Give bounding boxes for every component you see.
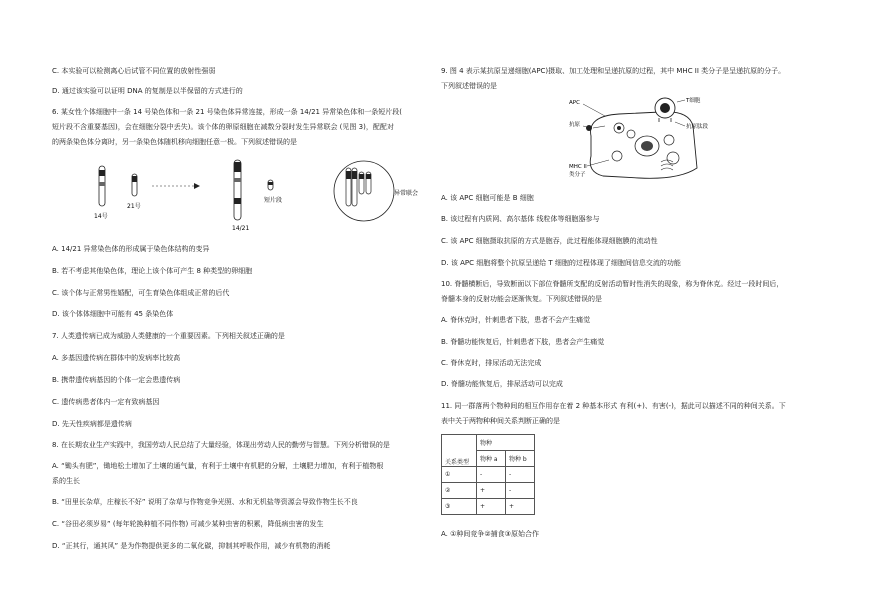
short-fragment: [268, 180, 273, 190]
chromosome-14: [99, 166, 105, 206]
q9-option-a: A. 该 APC 细胞可能是 B 细胞: [441, 194, 534, 202]
q6-stem-line-2: 短片段不含重要基因)，会在细胞分裂中丢失)。该个体的卵原细胞在减数分裂时发生异常联会 (见图 3)，配配对: [52, 123, 394, 131]
table-row-id: ③: [442, 499, 477, 515]
q6-stem-line-1: 6. 某女性个体细胞中一条 14 号染色体和一条 21 号染色体异常连接，形成一条 14/21 异常染色体和一条短片段(: [52, 108, 402, 116]
figure-4-apc-process: [569, 96, 749, 184]
transform-arrow: [152, 183, 200, 189]
q7-option-b: B. 携带遗传病基因的个体一定会患遗传病: [52, 376, 181, 384]
q8-option-c: C. “谷田必须岁易” (每年轮换种植不同作物) 可减少某种虫害的积累，降低病虫害的发生: [52, 520, 324, 528]
label-antigen: 抗原: [569, 122, 581, 128]
table-header-b: 物种 b: [506, 451, 535, 467]
q8-option-d: D. “正其行，通其风” 是为作物提供更多的二氧化碳，抑制其呼吸作用，减少有机物的消耗: [52, 542, 331, 550]
table-row: [442, 483, 535, 499]
q9-stem-line-1: 9. 图 4 表示某抗原呈递细胞(APC)摄取、加工处理和呈递抗原的过程，其中 MHC II 类分子是呈递抗原的分子。: [441, 67, 786, 75]
q10-option-a: A. 脊休克时，针刺患者下肢，患者不会产生痛觉: [441, 316, 591, 324]
table-row-id: ②: [442, 483, 477, 499]
table-row: [442, 499, 535, 515]
q10-stem-line-2: 脊髓本身的反射功能会逐渐恢复。下列叙述错误的是: [441, 295, 602, 303]
q10-stem-line-1: 10. 脊髓横断后，导致断面以下部位脊髓所支配的反射活动暂时性消失的现象，称为脊休克。经过一段时间后，: [441, 280, 784, 288]
table-header-species: 物种: [477, 435, 535, 451]
q6-stem-line-3: 的两条染色体分离时，另一条染色体随机移向细胞任意一极。下列叙述错误的是: [52, 138, 297, 146]
q9-option-c: C. 该 APC 细胞摄取抗原的方式是胞吞，此过程能体现细胞膜的流动性: [441, 237, 658, 245]
q9-option-d: D. 该 APC 细胞将整个抗原呈递给 T 细胞的过程体现了细胞间信息交流的功能: [441, 259, 681, 267]
label-21: 21号: [127, 203, 141, 210]
q6-option-d: D. 该个体体细胞中可能有 45 条染色体: [52, 310, 174, 318]
table-cell-a: -: [477, 467, 506, 483]
q6-option-b: B. 若不考虑其他染色体，理论上该个体可产生 8 种类型的卵细胞: [52, 267, 253, 275]
q9-stem-line-2: 下列叙述错误的是: [441, 82, 497, 90]
table-cell-b: +: [506, 499, 535, 515]
label-mhc-line-1: MHC II: [569, 164, 587, 170]
table-cell-b: -: [506, 467, 535, 483]
q7-option-a: A. 多基因遗传病在群体中的发病率比较高: [52, 354, 181, 362]
label-14: 14号: [94, 213, 108, 220]
q6-option-a: A. 14/21 异常染色体的形成属于染色体结构的变异: [52, 245, 210, 253]
q10-option-c: C. 脊休克时，排尿活动无法完成: [441, 359, 542, 367]
label-fragment: 短片段: [264, 197, 283, 204]
q5-option-c: C. 本实验可以检测离心后试管不同位置的放射性强弱: [52, 67, 216, 75]
table-header-type: 关系类型: [442, 435, 477, 467]
table-row-id: ①: [442, 467, 477, 483]
chromosome-21: [132, 174, 137, 196]
q10-option-d: D. 脊髓功能恢复后，排尿活动可以完成: [441, 380, 563, 388]
q11-option-a: A. ①种间竞争②捕食③原始合作: [441, 530, 539, 538]
q8-option-b: B. “田里长杂草，庄稼长不好” 说明了杂草与作物竞争光照、水和无机盐等资源会导致作物生长不良: [52, 498, 358, 506]
table-row: [442, 467, 535, 483]
species-relation-table: [441, 434, 535, 515]
abnormal-synapsis: [334, 161, 394, 221]
label-abnormal-synapsis: 异常联会: [394, 190, 419, 197]
q7-stem: 7. 人类遗传病已成为威胁人类健康的一个重要因素。下列相关叙述正确的是: [52, 332, 285, 340]
table-header-a: 物种 a: [477, 451, 506, 467]
q7-option-c: C. 遗传病患者体内一定有致病基因: [52, 398, 160, 406]
table-cell-b: -: [506, 483, 535, 499]
figure-3-chromosomes: [82, 158, 419, 236]
label-antigen-peptide: 抗原肽段: [686, 124, 709, 130]
label-apc: APC: [569, 100, 580, 106]
q11-stem-line-2: 表中关于两物种种间关系判断正确的是: [441, 417, 560, 425]
q6-option-c: C. 该个体与正常男性婚配，可生育染色体组成正常的后代: [52, 289, 230, 297]
table-cell-a: +: [477, 483, 506, 499]
label-mhc-line-2: 类分子: [569, 172, 586, 178]
q8-option-a-line-2: 系的生长: [52, 477, 80, 485]
q11-stem-line-1: 11. 同一群落两个物种间的相互作用存在着 2 种基本形式 有利(+)、有害(-)，据此可以描述不同的种间关系。下: [441, 402, 786, 410]
q7-option-d: D. 先天性疾病都是遗传病: [52, 420, 132, 428]
q9-option-b: B. 该过程有内质网、高尔基体 线粒体等细胞器参与: [441, 215, 600, 223]
q5-option-d: D. 通过该实验可以证明 DNA 的复制是以半保留的方式进行的: [52, 87, 243, 95]
q10-option-b: B. 脊髓功能恢复后，针刺患者下肢，患者会产生痛觉: [441, 338, 605, 346]
label-1421: 14/21: [232, 225, 250, 232]
chromosome-1421: [234, 160, 241, 220]
q8-option-a-line-1: A. “锄头有肥”，锄地松土增加了土壤的通气量，有利于土壤中有机肥的分解，土壤肥力增加，有利于植物根: [52, 462, 384, 470]
q8-stem: 8. 在长期农业生产实践中，我国劳动人民总结了大量经验，体现出劳动人民的勤劳与智慧。下列分析错误的是: [52, 441, 390, 449]
label-t-cell: T细胞: [686, 98, 701, 104]
table-cell-a: +: [477, 499, 506, 515]
